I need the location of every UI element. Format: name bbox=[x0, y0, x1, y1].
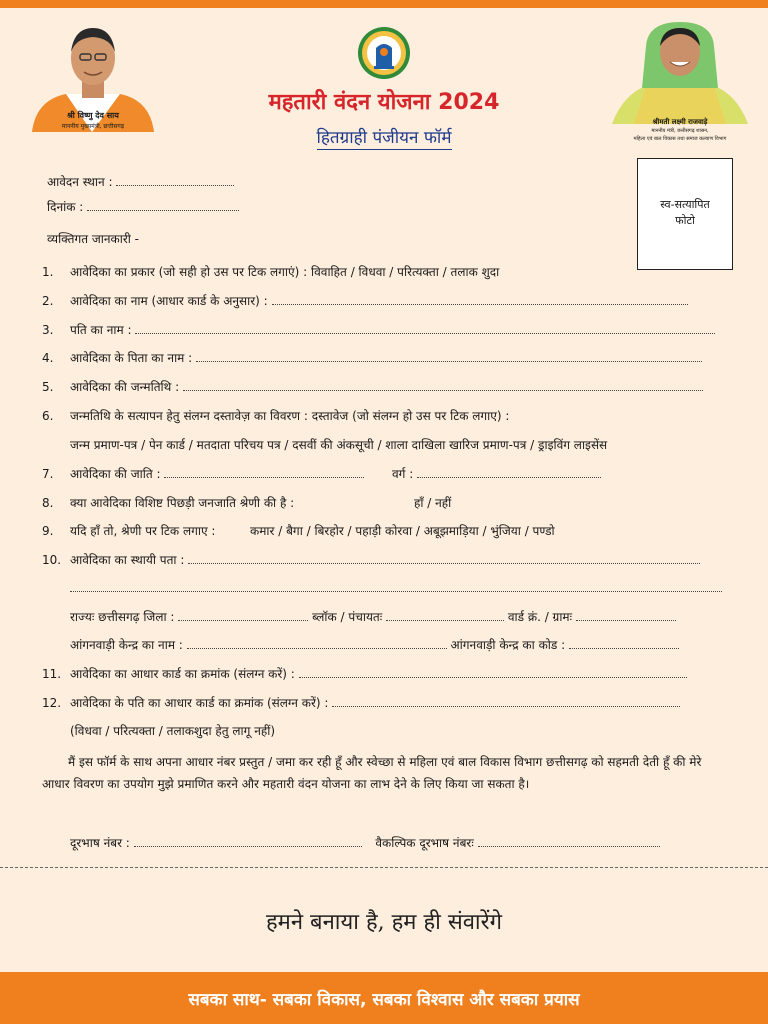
applicant-name-field[interactable] bbox=[272, 293, 688, 305]
address-field-line-1[interactable] bbox=[188, 552, 700, 564]
category-field[interactable] bbox=[417, 466, 601, 478]
block-panchayat-field[interactable] bbox=[386, 609, 504, 621]
consent-paragraph bbox=[42, 751, 728, 795]
husband-aadhaar-label: आवेदिका के पति का आधार कार्ड का क्रमांक (संलग्न करें) : bbox=[70, 696, 329, 710]
pvtg-yes-no[interactable]: हॉं / नहीं bbox=[414, 496, 452, 510]
address-row-2 bbox=[70, 580, 722, 596]
dob-field[interactable] bbox=[183, 379, 703, 391]
item-number-8: 8. bbox=[42, 496, 54, 510]
application-place-label: आवेदन स्थान : bbox=[47, 175, 113, 189]
husband-aadhaar-row bbox=[70, 695, 680, 711]
alt-phone-field[interactable] bbox=[478, 835, 660, 847]
pvtg-category-options[interactable]: कमार / बैगा / बिरहोर / पहाड़ी कोरवा / अबूझमाड़िया / भुंजिया / पण्डो bbox=[250, 524, 555, 538]
father-name-label: आवेदिका के पिता का नाम : bbox=[70, 351, 193, 365]
pvtg-category-label: यदि हाँ तो, श्रेणी पर टिक लगाए : bbox=[70, 524, 216, 538]
anganwadi-code-label: आंगनवाड़ी केन्द्र का कोड : bbox=[450, 638, 566, 652]
husband-name-field[interactable] bbox=[135, 322, 715, 334]
item-number-3: 3. bbox=[42, 323, 54, 337]
cut-line-divider bbox=[0, 867, 768, 868]
phone-field[interactable] bbox=[134, 835, 362, 847]
slogan: हमने बनाया है, हम ही संवारेंगे bbox=[265, 910, 503, 935]
husband-name-row bbox=[70, 322, 715, 338]
father-name-field[interactable] bbox=[196, 350, 702, 362]
footer-bar bbox=[0, 972, 768, 1024]
husband-aadhaar-note: (विधवा / परित्यक्ता / तलाकशुदा हेतु लागू नहीं) bbox=[70, 724, 276, 738]
item-number-4: 4. bbox=[42, 351, 54, 365]
applicant-name-label: आवेदिका का नाम (आधार कार्ड के अनुसार) : bbox=[70, 294, 268, 308]
pvtg-question: क्या आवेदिका विशिष्ट पिछड़ी जनजाति श्रेणी की है : bbox=[70, 496, 295, 510]
item-number-9: 9. bbox=[42, 524, 54, 538]
address-row bbox=[70, 552, 700, 568]
dob-document-label: जन्मतिथि के सत्यापन हेतु संलग्न दस्तावेज़ का विवरण : दस्तावेज (जो संलग्न हो उस पर टिक लगाए) : bbox=[70, 409, 510, 423]
phone-row bbox=[70, 835, 660, 851]
minister-photo bbox=[606, 16, 754, 124]
block-panchayat-label: ब्लॉक / पंचायतः bbox=[312, 610, 383, 624]
minister-designation-line-1: माननीय मंत्री, छत्तीसगढ़ शासन, bbox=[651, 128, 709, 134]
ward-village-field[interactable] bbox=[576, 609, 676, 621]
item-number-1: 1. bbox=[42, 265, 54, 279]
husband-name-label: पति का नाम : bbox=[70, 323, 132, 337]
anganwadi-row bbox=[70, 637, 679, 653]
item-number-11: 11. bbox=[42, 667, 62, 681]
item-number-7: 7. bbox=[42, 467, 54, 481]
state-emblem-icon bbox=[357, 26, 411, 80]
top-bar bbox=[0, 0, 768, 8]
minister-designation-line-2: महिला एवं बाल विकास तथा समाज कल्याण विभाग bbox=[633, 136, 727, 142]
footer-slogan: सबका साथ- सबका विकास, सबका विश्वास और सबका प्रयास bbox=[188, 990, 580, 1010]
personal-info-heading: व्यक्तिगत जानकारी - bbox=[47, 232, 140, 246]
state-district-row bbox=[70, 609, 676, 625]
caste-field[interactable] bbox=[164, 466, 364, 478]
dob-document-options[interactable]: जन्म प्रमाण-पत्र / पेन कार्ड / मतदाता परिचय पत्र / दसवीं की अंकसूची / शाला दाखिला खारिज प्रमाण-पत्र / ड्राइविंग लाइसेंस bbox=[70, 438, 608, 452]
item-number-5: 5. bbox=[42, 380, 54, 394]
chief-minister-designation: माननीय मुख्यमंत्री, छत्तीसगढ़ bbox=[61, 123, 125, 130]
self-attested-photo-box[interactable] bbox=[637, 158, 733, 270]
aadhaar-row bbox=[70, 666, 687, 682]
district-field[interactable] bbox=[178, 609, 308, 621]
application-place-field[interactable] bbox=[116, 174, 234, 186]
caste-label: आवेदिका की जाति : bbox=[70, 467, 161, 481]
state-district-label: राज्यः छत्तीसगढ़ जिला : bbox=[70, 610, 175, 624]
photo-box-line-1: स्व-सत्यापित bbox=[660, 198, 710, 211]
item-number-12: 12. bbox=[42, 696, 62, 710]
aadhaar-field[interactable] bbox=[299, 666, 687, 678]
item-number-10: 10. bbox=[42, 553, 62, 567]
photo-box-label bbox=[638, 197, 732, 229]
anganwadi-name-field[interactable] bbox=[187, 637, 447, 649]
anganwadi-name-label: आंगनवाड़ी केन्द्र का नाम : bbox=[70, 638, 183, 652]
caste-row bbox=[70, 466, 601, 482]
anganwadi-code-field[interactable] bbox=[569, 637, 679, 649]
item-number-6: 6. bbox=[42, 409, 54, 423]
alt-phone-label: वैकल्पिक दूरभाष नंबरः bbox=[375, 836, 474, 850]
minister-name: श्रीमती लक्ष्मी राजवाड़े bbox=[652, 118, 708, 126]
consent-text: मैं इस फॉर्म के साथ अपना आधार नंबर प्रस्तुत / जमा कर रही हूँ और स्वेच्छा से महिला एवं बाल विकास विभाग छत्तीसगढ़ को सहमती देती हूँ की मेरे आधार विवरण का उपयोग मुझे प्रमाणित करने और महतारी वंदन योजना का लाभ देने के लिए किया जा सकता है। bbox=[42, 755, 702, 791]
form-title-text: हितग्राही पंजीयन फॉर्म bbox=[316, 128, 452, 148]
date-field[interactable] bbox=[87, 199, 239, 211]
date-row bbox=[47, 199, 239, 215]
photo-box-line-2: फोटो bbox=[675, 214, 695, 227]
husband-aadhaar-field[interactable] bbox=[332, 695, 680, 707]
applicant-name-row bbox=[70, 293, 688, 309]
address-label: आवेदिका का स्थायी पता : bbox=[70, 553, 185, 567]
father-name-row bbox=[70, 350, 702, 366]
category-label: वर्ग : bbox=[392, 467, 414, 481]
phone-label: दूरभाष नंबर : bbox=[70, 836, 130, 850]
aadhaar-label: आवेदिका का आधार कार्ड का क्रमांक (संलग्न करें) : bbox=[70, 667, 295, 681]
dob-label: आवेदिका की जन्मतिथि : bbox=[70, 380, 180, 394]
chief-minister-name: श्री विष्णु देव साय bbox=[67, 111, 119, 120]
dob-row bbox=[70, 379, 703, 395]
form-title bbox=[240, 125, 528, 148]
date-label: दिनांक : bbox=[47, 200, 84, 214]
address-field-line-2[interactable] bbox=[70, 580, 722, 592]
ward-village-label: वार्ड क्रं. / ग्रामः bbox=[507, 610, 573, 624]
applicant-type-row[interactable]: आवेदिका का प्रकार (जो सही हो उस पर टिक लगाएं) : विवाहित / विधवा / परित्यक्ता / तलाक शुदा bbox=[70, 265, 500, 279]
application-place-row bbox=[47, 174, 234, 190]
item-number-2: 2. bbox=[42, 294, 54, 308]
scheme-title: महतारी वंदन योजना 2024 bbox=[268, 90, 500, 115]
